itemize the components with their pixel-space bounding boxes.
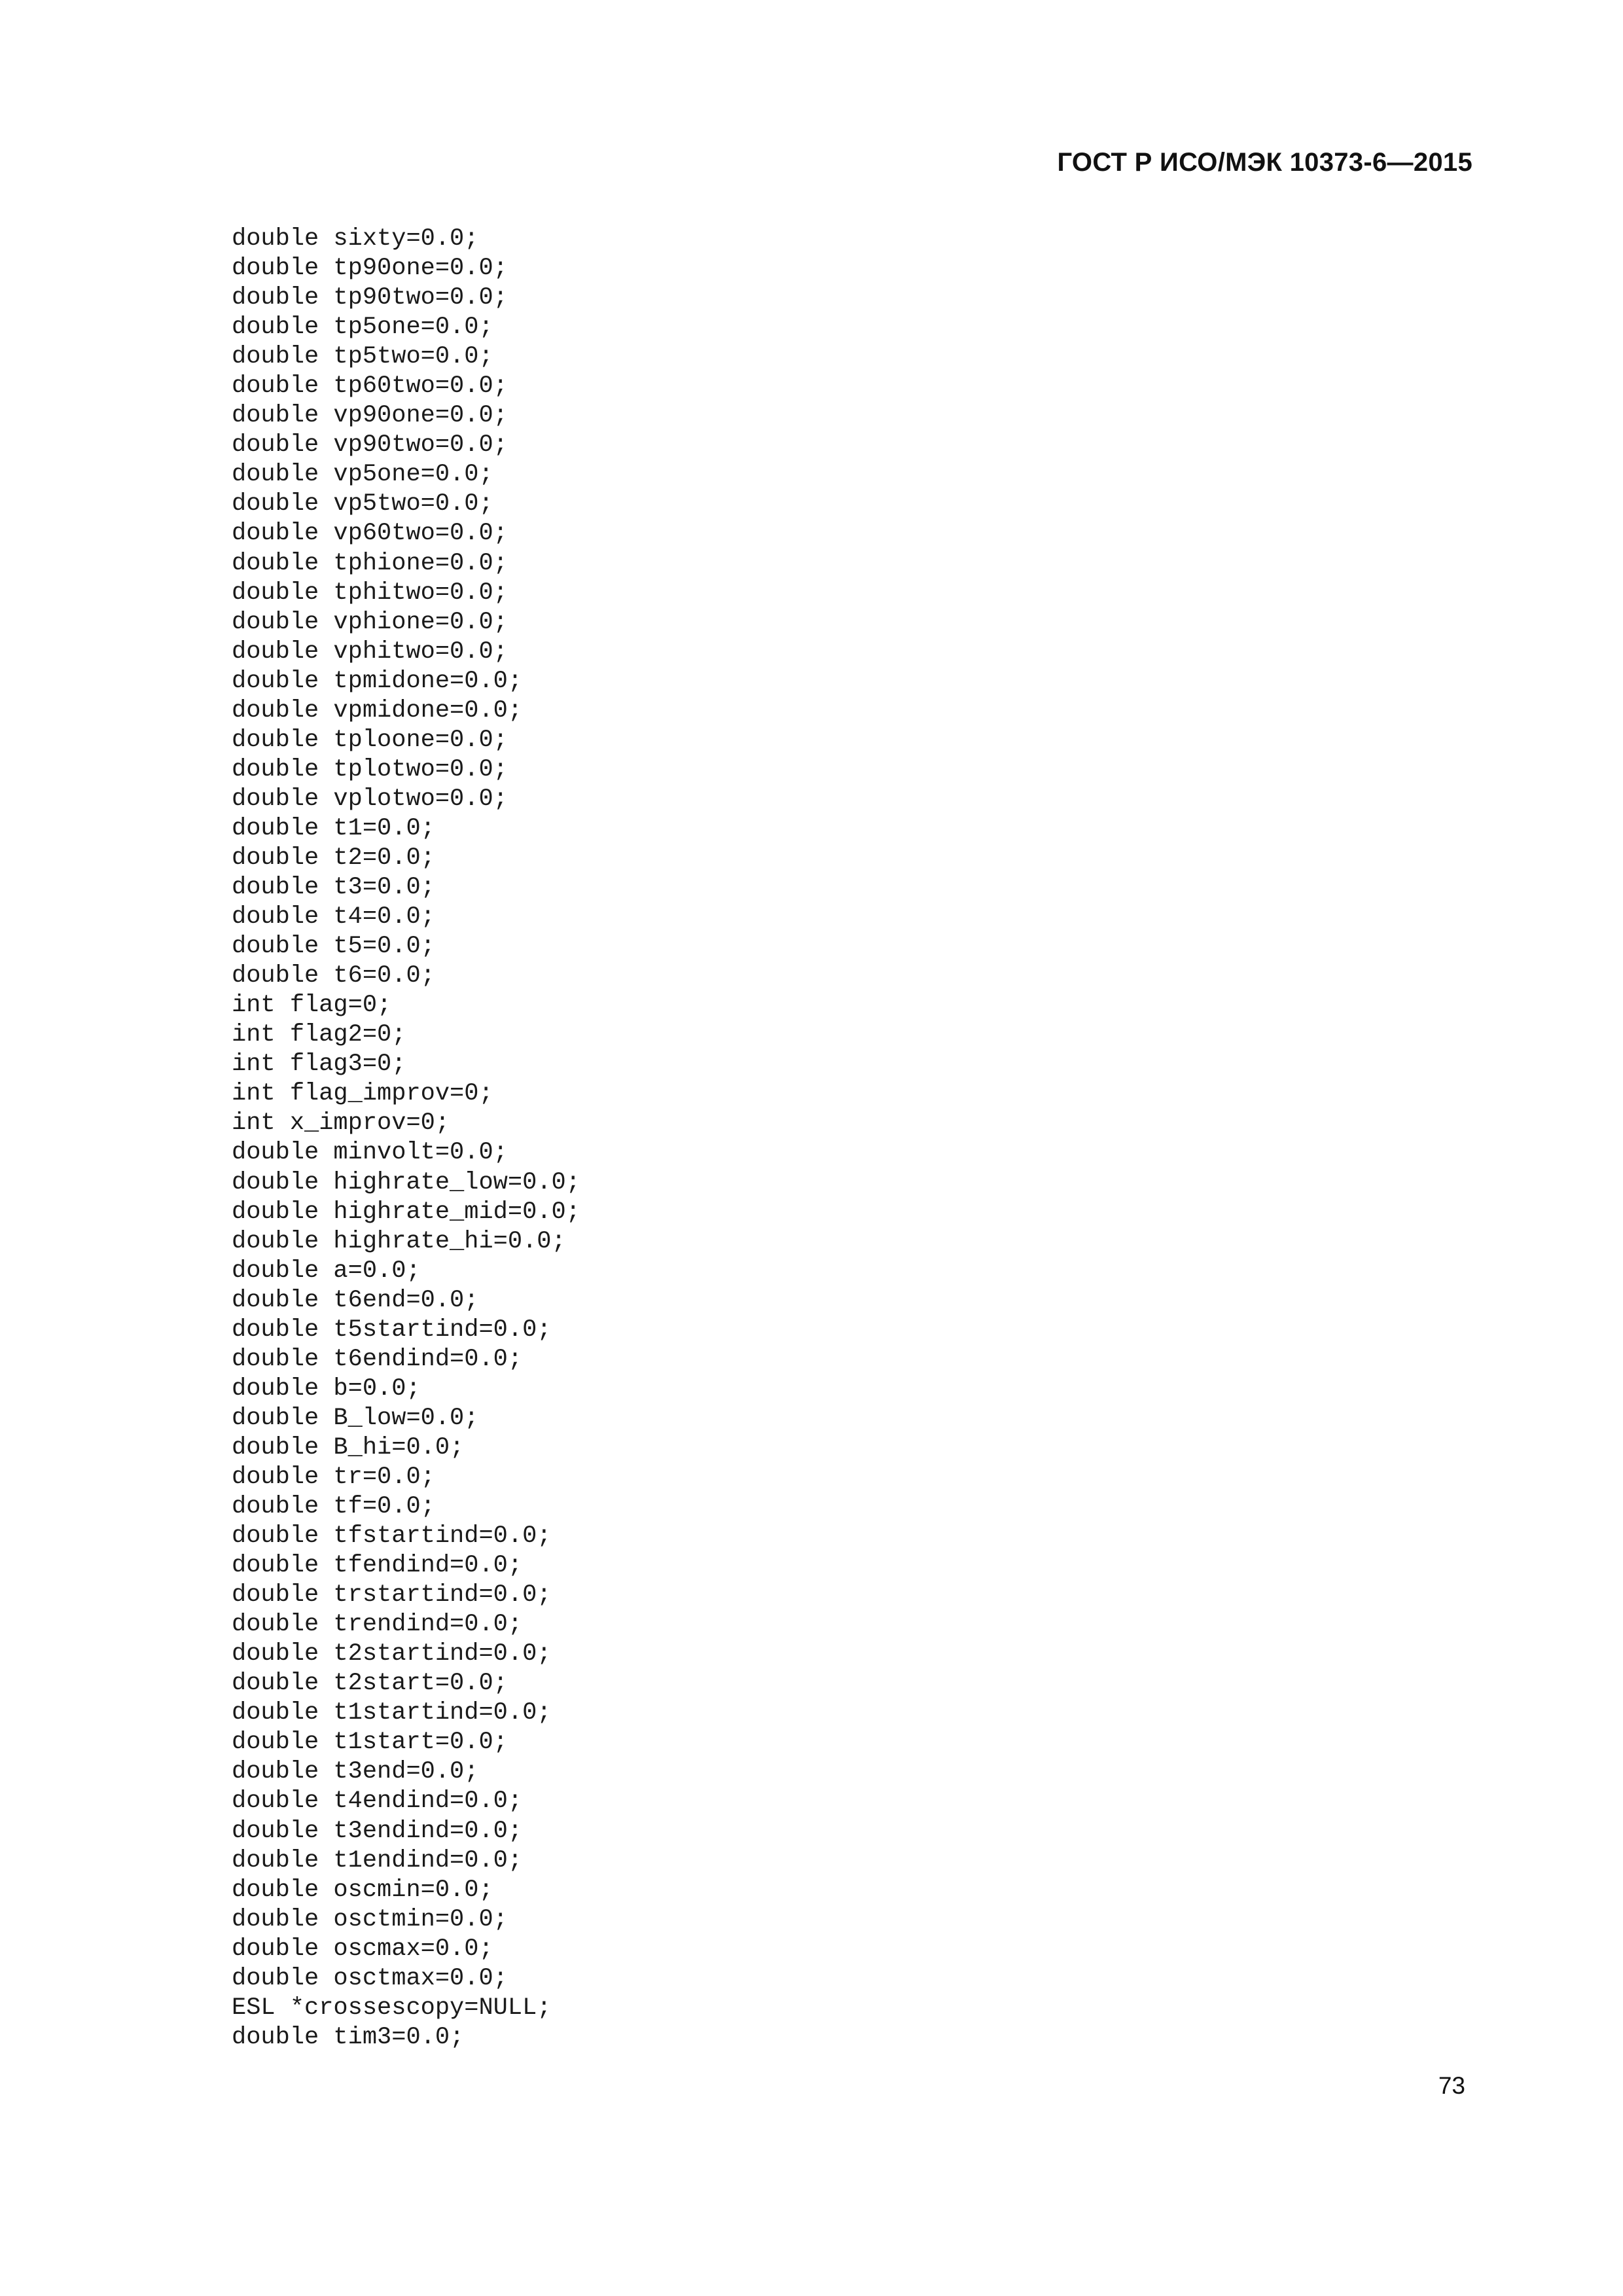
code-line: double b=0.0; (232, 1374, 421, 1403)
code-line: double tp5two=0.0; (232, 343, 493, 371)
code-line: double trstartind=0.0; (232, 1581, 552, 1609)
code-line: double vphione=0.0; (232, 608, 508, 636)
code-line: double t5startind=0.0; (232, 1316, 552, 1344)
code-line: double t6endind=0.0; (232, 1345, 523, 1373)
code-line: double sixty=0.0; (232, 225, 479, 253)
code-line: double tploone=0.0; (232, 726, 508, 754)
code-line: double tplotwo=0.0; (232, 755, 508, 783)
code-line: double t6=0.0; (232, 962, 435, 990)
code-line: double tp5one=0.0; (232, 314, 493, 342)
code-line: double t1start=0.0; (232, 1729, 508, 1757)
code-line: double vp90two=0.0; (232, 431, 508, 459)
code-line: int flag2=0; (232, 1021, 406, 1049)
code-line: double tp90one=0.0; (232, 255, 508, 283)
code-line: double t1startind=0.0; (232, 1699, 552, 1727)
code-line: double t2startind=0.0; (232, 1640, 552, 1668)
code-line: double oscmin=0.0; (232, 1876, 493, 1904)
code-line: double vp90one=0.0; (232, 402, 508, 430)
code-line: int flag_improv=0; (232, 1080, 493, 1108)
code-line: double tf=0.0; (232, 1493, 435, 1521)
code-line: double tfstartind=0.0; (232, 1522, 552, 1551)
code-line: double oscmax=0.0; (232, 1935, 493, 1963)
code-line: double t3endind=0.0; (232, 1817, 523, 1845)
code-line: double highrate_low=0.0; (232, 1168, 580, 1196)
code-line: double t4=0.0; (232, 903, 435, 931)
code-line: ESL *crossescopy=NULL; (232, 1994, 552, 2022)
code-line: double a=0.0; (232, 1257, 421, 1285)
code-line: double vphitwo=0.0; (232, 637, 508, 666)
code-line: int x_improv=0; (232, 1109, 450, 1138)
standard-designation: ГОСТ Р ИСО/МЭК 10373-6—2015 (1057, 148, 1472, 177)
page-number: 73 (1438, 2072, 1465, 2099)
code-line: double t3=0.0; (232, 874, 435, 902)
code-line: double tphione=0.0; (232, 549, 508, 577)
code-line: double highrate_hi=0.0; (232, 1227, 566, 1255)
code-line: double highrate_mid=0.0; (232, 1198, 580, 1226)
code-line: double vplotwo=0.0; (232, 785, 508, 813)
code-line: double tp90two=0.0; (232, 284, 508, 312)
code-line: double B_hi=0.0; (232, 1433, 465, 1462)
code-line: double vp60two=0.0; (232, 520, 508, 548)
code-line: double trendind=0.0; (232, 1611, 523, 1639)
code-line: double t3end=0.0; (232, 1758, 479, 1786)
code-line: double tfendind=0.0; (232, 1552, 523, 1580)
code-line: double B_low=0.0; (232, 1404, 479, 1432)
code-line: double osctmin=0.0; (232, 1905, 508, 1933)
code-line: double t1=0.0; (232, 814, 435, 842)
code-line: double vp5one=0.0; (232, 461, 493, 489)
code-line: double t1endind=0.0; (232, 1846, 523, 1874)
code-line: int flag3=0; (232, 1050, 406, 1079)
code-line: double t6end=0.0; (232, 1286, 479, 1314)
code-line: double t2=0.0; (232, 844, 435, 872)
code-line: double t2start=0.0; (232, 1670, 508, 1698)
code-listing (232, 224, 580, 2053)
code-line: double minvolt=0.0; (232, 1139, 508, 1167)
code-line: double vp5two=0.0; (232, 490, 493, 518)
code-line: double tim3=0.0; (232, 2023, 465, 2051)
code-line: double tphitwo=0.0; (232, 579, 508, 607)
code-line: double tp60two=0.0; (232, 372, 508, 401)
code-line: double t4endind=0.0; (232, 1787, 523, 1816)
code-line: double vpmidone=0.0; (232, 696, 523, 725)
code-line: int flag=0; (232, 992, 392, 1020)
code-line: double tpmidone=0.0; (232, 667, 523, 695)
code-line: double t5=0.0; (232, 933, 435, 961)
code-line: double osctmax=0.0; (232, 1964, 508, 1992)
code-line: double tr=0.0; (232, 1463, 435, 1491)
